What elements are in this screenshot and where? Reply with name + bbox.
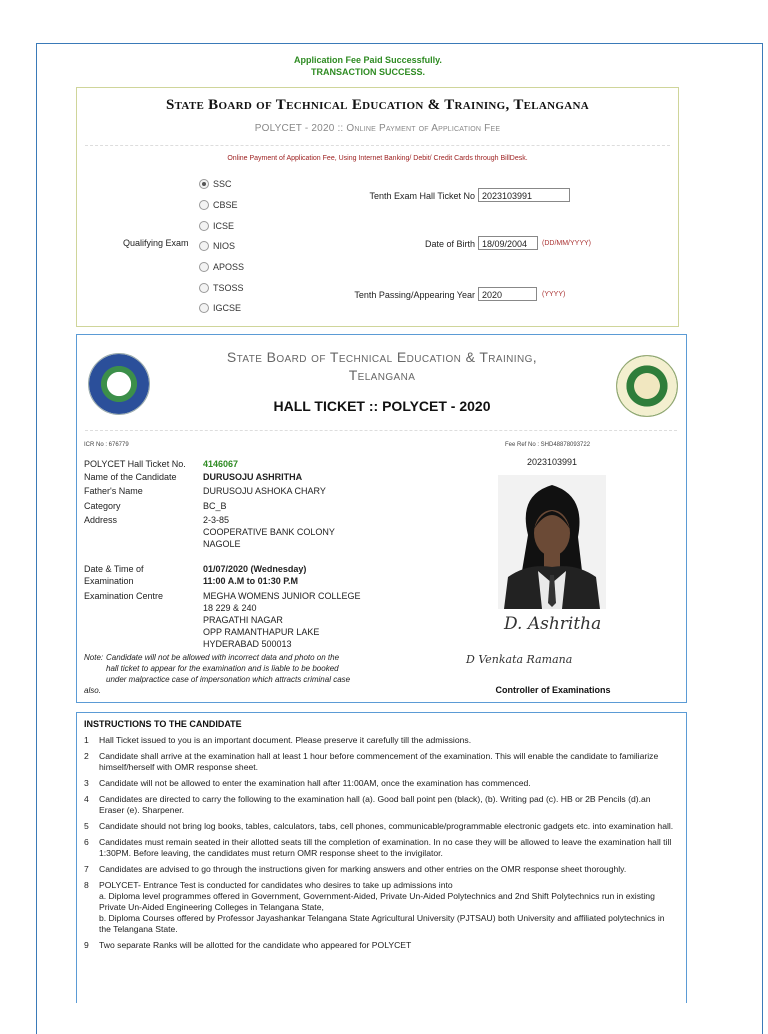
centre-line: PRAGATHI NAGAR — [203, 615, 283, 625]
note-line-1: Candidate will not be allowed with incorrect data and photo on the — [106, 653, 340, 662]
ticket-heading: HALL TICKET :: POLYCET - 2020 — [273, 398, 491, 414]
radio-icon[interactable] — [199, 283, 209, 293]
candidate-signature: D. Ashritha — [504, 614, 602, 634]
instruction-number: 4 — [84, 794, 89, 804]
instruction-text: Candidate should not bring log books, tables, calculators, tabs, cell phones, communicable/programmable electronic gadgets etc. into examination hall. — [99, 821, 674, 831]
father-name-value: DURUSOJU ASHOKA CHARY — [203, 486, 326, 496]
divider — [85, 430, 677, 431]
note-tail: also. — [84, 686, 101, 695]
instruction-number: 9 — [84, 940, 89, 950]
note-line-2: hall ticket to appear for the examination and is liable to be booked — [106, 664, 339, 673]
exam-label-1: Date & Time of — [84, 564, 144, 574]
note-line-3: under malpractice case of impersonation which attracts criminal case — [106, 675, 351, 684]
centre-line: HYDERABAD 500013 — [203, 639, 292, 649]
instructions-panel — [76, 712, 687, 1003]
instruction-text: Candidates must remain seated in their allotted seats till the completion of examination. In no case they will be allowed to leave the examination hall till 1:30PM. Before leaving, the candidates must return OMR response sheet to the invigilator. — [99, 837, 672, 858]
radio-ssc[interactable] — [199, 179, 232, 189]
instruction-sub-a: a. Diploma level programmes offered in Government, Government-Aided, Private Un-Aided Polytechnics and 2nd Shift Polytechnics run in existing Private Un-Aided Engineering Colleges in Telangana State, — [99, 891, 655, 912]
instruction-number: 7 — [84, 864, 89, 874]
radio-icon[interactable] — [199, 221, 209, 231]
hall-ticket-no-label: POLYCET Hall Ticket No. — [84, 459, 186, 469]
candidate-name-label: Name of the Candidate — [84, 472, 177, 482]
note-label: Note: — [84, 653, 104, 662]
instruction-text-group — [99, 880, 674, 935]
instruction-item — [84, 940, 674, 951]
centre-label: Examination Centre — [84, 591, 164, 601]
instructions-list — [84, 735, 674, 956]
address-line-2: COOPERATIVE BANK COLONY — [203, 527, 335, 537]
radio-label: ICSE — [213, 221, 235, 231]
radio-icon[interactable] — [199, 303, 209, 313]
year-label: Tenth Passing/Appearing Year — [354, 290, 475, 300]
payment-note: Online Payment of Application Fee, Using Internet Banking/ Debit/ Credit Cards through BillDesk. — [227, 155, 528, 162]
board-seal-icon — [88, 353, 150, 415]
radio-igcse[interactable] — [199, 303, 241, 313]
centre-line: MEGHA WOMENS JUNIOR COLLEGE — [203, 591, 361, 601]
instruction-item — [84, 864, 674, 875]
instruction-sub-b: b. Diploma Courses offered by Professor Jayashankar Telangana State Agricultural University (PJTSAU) both University and affiliated polytechnics in the Telangana State. — [99, 913, 665, 934]
instruction-text: Hall Ticket issued to you is an important document. Please preserve it carefully till the admissions. — [99, 735, 472, 745]
instruction-number: 5 — [84, 821, 89, 831]
radio-icon[interactable] — [199, 262, 209, 272]
payment-form — [76, 87, 679, 327]
payment-status — [0, 54, 736, 78]
instruction-number: 3 — [84, 778, 89, 788]
candidate-photo — [498, 475, 606, 609]
address-label: Address — [84, 515, 118, 525]
year-hint: (YYYY) — [542, 291, 566, 298]
instruction-text: Two separate Ranks will be allotted for the candidate who appeared for POLYCET — [99, 940, 412, 950]
radio-icon[interactable] — [199, 200, 209, 210]
exam-date: 01/07/2020 (Wednesday) — [203, 564, 307, 574]
dob-label: Date of Birth — [424, 239, 475, 249]
instruction-item — [84, 821, 674, 832]
instruction-item — [84, 778, 674, 789]
instruction-item — [84, 880, 674, 935]
instruction-text: POLYCET- Entrance Test is conducted for candidates who desires to take up admissions into — [99, 880, 453, 890]
fee-ref-sub: 2023103991 — [526, 457, 578, 467]
instruction-number: 1 — [84, 735, 89, 745]
centre-line: OPP RAMANTHAPUR LAKE — [203, 627, 320, 637]
radio-icse[interactable] — [199, 221, 234, 231]
icr-number: ICR No : 676779 — [84, 442, 129, 448]
exam-label-2: Examination — [84, 576, 134, 586]
state-emblem-icon — [616, 355, 678, 417]
address-line-1: 2-3-85 — [203, 515, 230, 525]
status-line-1: Application Fee Paid Successfully. — [294, 55, 442, 65]
radio-label: IGCSE — [213, 303, 242, 313]
radio-label: CBSE — [213, 200, 238, 210]
hall-ticket-label: Tenth Exam Hall Ticket No — [369, 191, 475, 201]
radio-label: SSC — [213, 179, 232, 189]
radio-label: TSOSS — [213, 283, 244, 293]
radio-icon[interactable] — [199, 241, 209, 251]
hall-ticket-input[interactable]: 2023103991 — [478, 188, 570, 202]
hall-ticket — [76, 334, 687, 703]
instruction-number: 2 — [84, 751, 89, 761]
instruction-item — [84, 837, 674, 859]
category-value: BC_B — [203, 501, 227, 511]
instruction-text: Candidates are directed to carry the following to the examination hall (a). Good ball point pen (black), (b). Writing pad (c). HB or 2B Pencils (d).an Eraser (e). Sharpener. — [99, 794, 651, 815]
centre-line: 18 229 & 240 — [203, 603, 257, 613]
dob-hint: (DD/MM/YYYY) — [542, 240, 591, 247]
category-label: Category — [84, 501, 121, 511]
instruction-text: Candidate will not be allowed to enter the examination hall after 11:00AM, once the examination has commenced. — [99, 778, 531, 788]
instruction-number: 6 — [84, 837, 89, 847]
radio-tsoss[interactable] — [199, 283, 244, 293]
instructions-heading: INSTRUCTIONS TO THE CANDIDATE — [84, 719, 242, 729]
radio-nios[interactable] — [199, 241, 235, 251]
ticket-board-title: State Board of Technical Education & Training, Telangana — [226, 349, 538, 383]
fee-ref: Fee Ref No : SHD48878093722 — [505, 442, 591, 448]
instruction-text: Candidates are advised to go through the instructions given for marking answers and other entries on the OMR response sheet thoroughly. — [99, 864, 627, 874]
ticket-note — [84, 652, 404, 696]
candidate-name-value: DURUSOJU ASHRITHA — [203, 472, 303, 482]
radio-label: NIOS — [213, 241, 236, 251]
hall-ticket-no-value: 4146067 — [203, 459, 239, 469]
radio-aposs[interactable] — [199, 262, 244, 272]
instruction-text: Candidate shall arrive at the examination hall at least 1 hour before commencement of the examination. This will enable the candidate to familiarize himself/herself with OMR response sheet. — [99, 751, 659, 772]
board-title: State Board of Technical Education & Training, Telangana — [165, 97, 590, 113]
controller-label: Controller of Examinations — [495, 685, 611, 695]
exam-time: 11:00 A.M to 01:30 P.M — [203, 576, 299, 586]
year-input[interactable]: 2020 — [478, 287, 537, 301]
instruction-item — [84, 751, 674, 773]
father-name-label: Father's Name — [84, 486, 143, 496]
payment-subtitle: POLYCET - 2020 :: Online Payment of Application Fee — [254, 123, 501, 134]
instruction-number: 8 — [84, 880, 89, 890]
divider — [85, 145, 670, 146]
instruction-item — [84, 794, 674, 816]
status-line-2: TRANSACTION SUCCESS. — [310, 67, 425, 77]
instruction-item — [84, 735, 674, 746]
parent-signature: D Venkata Ramana — [466, 653, 573, 666]
qualifying-exam-label: Qualifying Exam — [123, 238, 189, 248]
radio-label: APOSS — [213, 262, 245, 272]
address-line-3: NAGOLE — [203, 539, 241, 549]
radio-cbse[interactable] — [199, 200, 238, 210]
radio-selected-icon[interactable] — [199, 179, 209, 189]
dob-input[interactable]: 18/09/2004 — [478, 236, 538, 250]
